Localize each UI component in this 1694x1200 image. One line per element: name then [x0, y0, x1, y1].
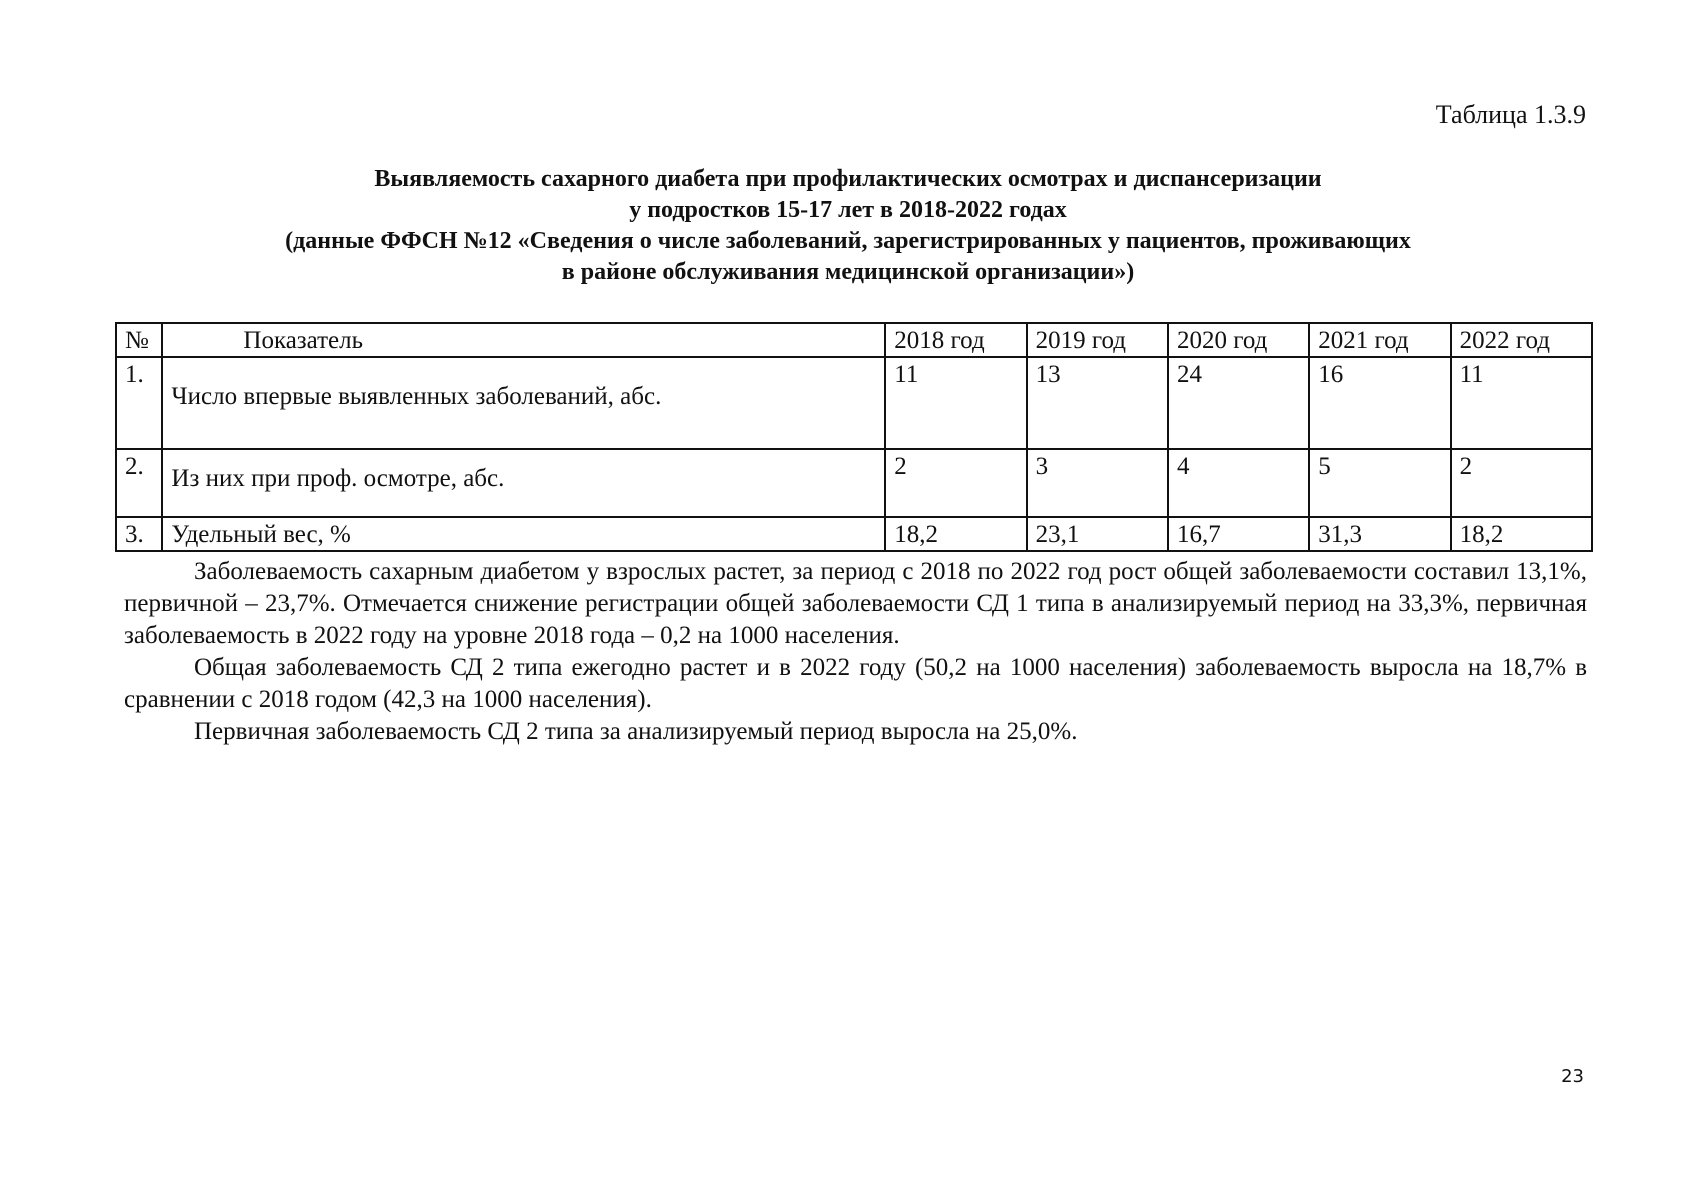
value-cell: 11 — [885, 357, 1026, 449]
title-line: в районе обслуживания медицинской организации») — [561, 259, 1135, 285]
header-cell-number: № — [116, 323, 162, 357]
value-cell: 31,3 — [1309, 517, 1450, 551]
value-cell: 16 — [1309, 357, 1450, 449]
table-row — [116, 449, 1592, 517]
paragraph: Заболеваемость сахарным диабетом у взрослых растет, за период с 2018 по 2022 год рост общей заболеваемости составил 13,1%, первичной – 23,7%. Отмечается снижение регистрации общей заболеваемости СД 1 типа в анализируемый период на 33,3%, первичная заболеваемость в 2022 году на уровне 2018 года – 0,2 на 1000 населения. — [124, 558, 1587, 649]
value-cell: 24 — [1168, 357, 1309, 449]
header-cell-year: 2018 год — [885, 323, 1026, 357]
header-cell-year: 2021 год — [1309, 323, 1450, 357]
row-number-cell: 2. — [116, 449, 162, 517]
value-cell: 11 — [1451, 357, 1592, 449]
header-cell-year: 2019 год — [1027, 323, 1168, 357]
header-cell-year: 2020 год — [1168, 323, 1309, 357]
row-number-cell: 3. — [116, 517, 162, 551]
table-row — [116, 357, 1592, 449]
data-table — [115, 322, 1593, 552]
value-cell: 18,2 — [1451, 517, 1592, 551]
value-cell: 2 — [1451, 449, 1592, 517]
indicator-cell: Удельный вес, % — [162, 517, 885, 551]
value-cell: 23,1 — [1027, 517, 1168, 551]
value-cell: 18,2 — [885, 517, 1026, 551]
header-cell-indicator: Показатель — [162, 323, 885, 357]
paragraph: Первичная заболеваемость СД 2 типа за анализируемый период выросла на 25,0%. — [194, 718, 1078, 745]
table-row — [116, 517, 1592, 551]
header-cell-year: 2022 год — [1451, 323, 1592, 357]
row-number-cell: 1. — [116, 357, 162, 449]
value-cell: 5 — [1309, 449, 1450, 517]
title-line: Выявляемость сахарного диабета при профилактических осмотрах и диспансеризации — [374, 166, 1322, 192]
table-label: Таблица 1.3.9 — [1435, 100, 1586, 129]
table-header-row — [116, 323, 1592, 357]
value-cell: 3 — [1027, 449, 1168, 517]
value-cell: 16,7 — [1168, 517, 1309, 551]
paragraph: Общая заболеваемость СД 2 типа ежегодно растет и в 2022 году (50,2 на 1000 населения) заболеваемость выросла на 18,7% в сравнении с 2018 годом (42,3 на 1000 населения). — [124, 654, 1587, 713]
value-cell: 2 — [885, 449, 1026, 517]
indicator-cell: Число впервые выявленных заболеваний, абс. — [162, 357, 885, 449]
title-line: у подростков 15-17 лет в 2018-2022 годах — [629, 197, 1067, 223]
value-cell: 4 — [1168, 449, 1309, 517]
value-cell: 13 — [1027, 357, 1168, 449]
indicator-cell: Из них при проф. осмотре, абс. — [162, 449, 885, 517]
table-title — [108, 164, 1588, 288]
title-line: (данные ФФСН №12 «Сведения о числе заболеваний, зарегистрированных у пациентов, проживающих — [285, 228, 1411, 254]
body-text — [124, 556, 1587, 748]
page-number: 23 — [1561, 1066, 1584, 1087]
